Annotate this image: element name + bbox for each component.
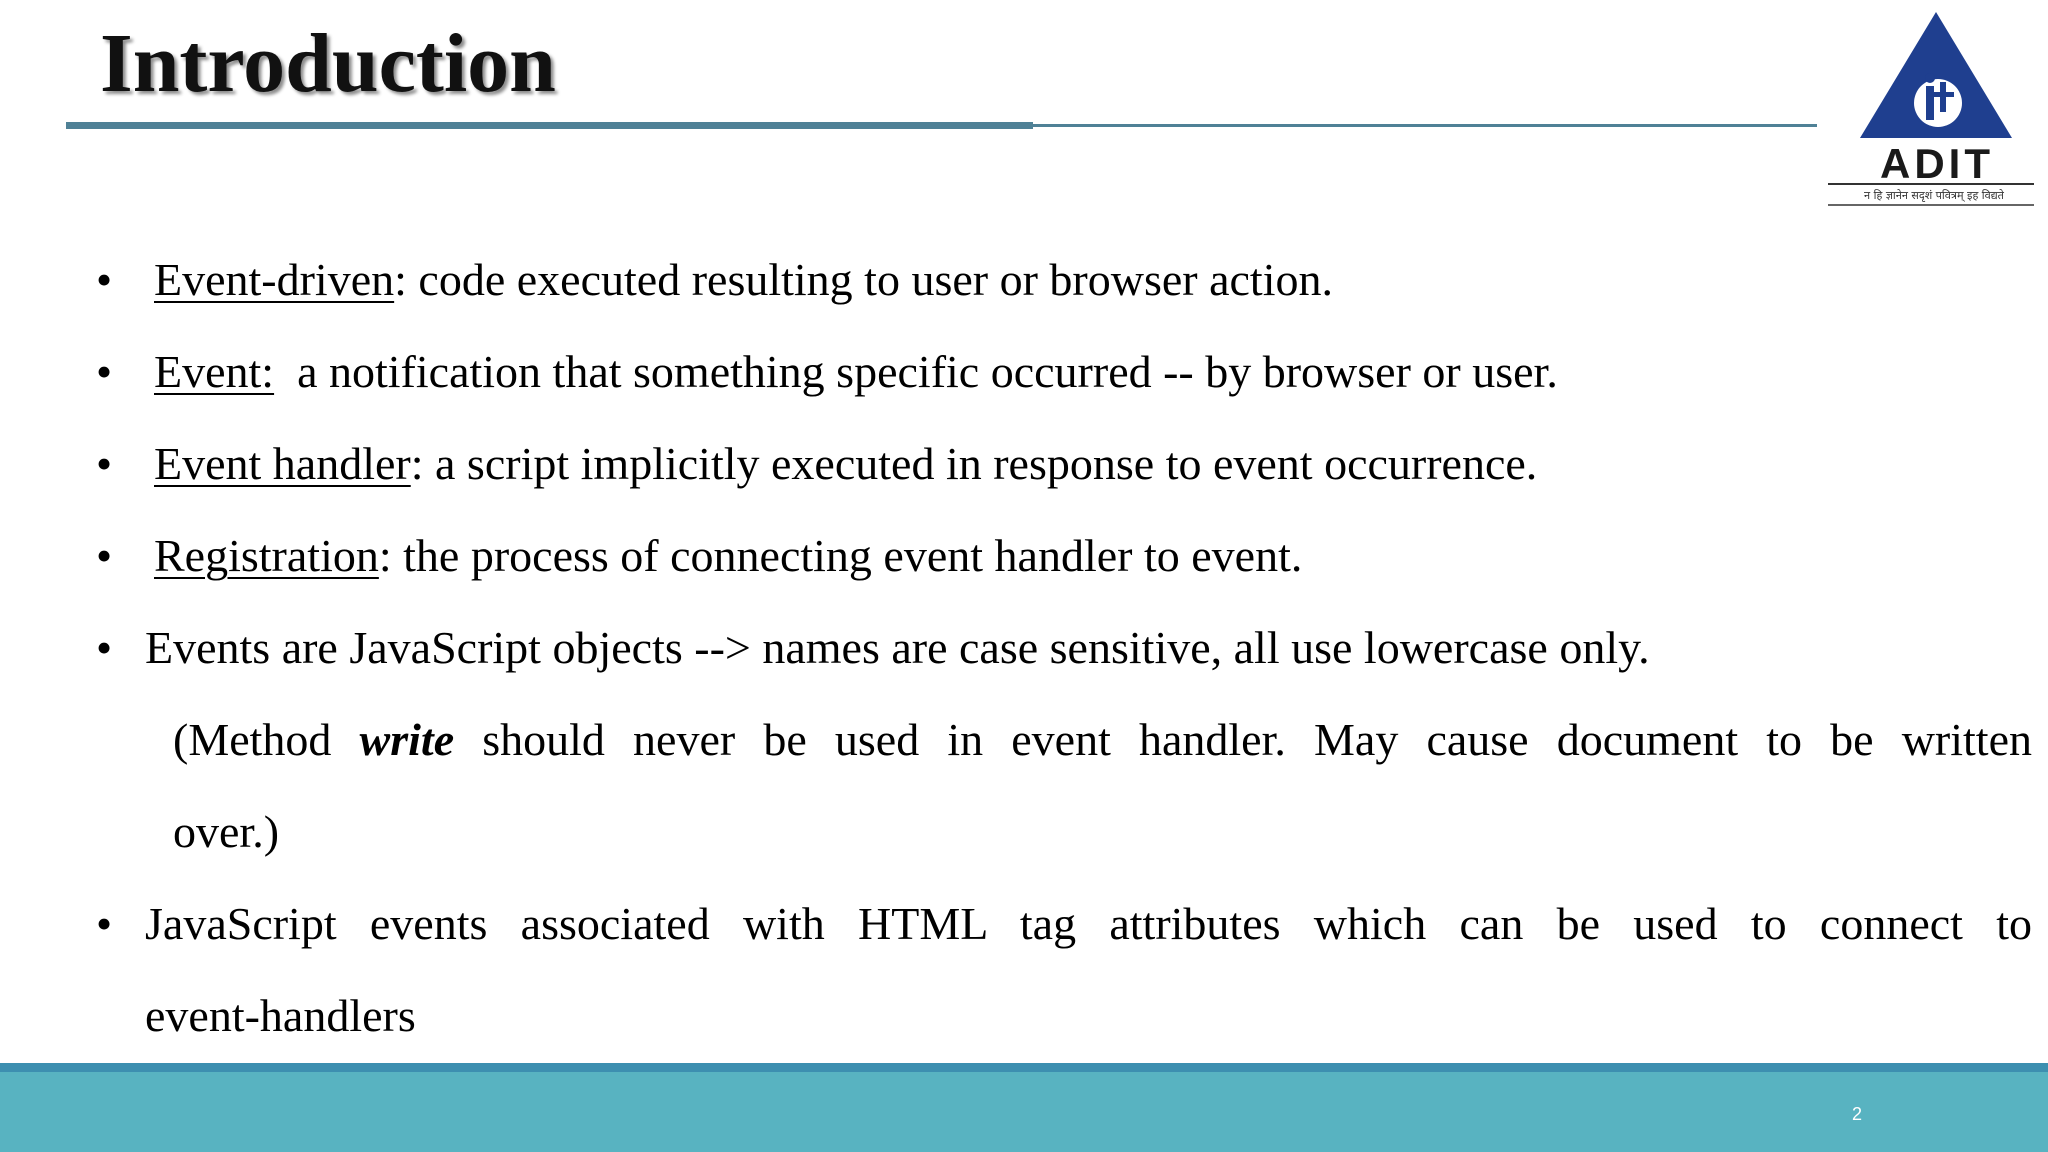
write-method-note: [90, 694, 2032, 878]
definition-event-handler: : a script implicitly executed in response to event occurrence.: [410, 438, 1538, 489]
bullet-item-html-attributes: [90, 878, 2032, 1062]
slide-title: Introduction: [100, 17, 556, 110]
logo-tagline: न हि ज्ञानेन सदृशं पवित्रम् इह विद्यते: [1864, 189, 2004, 202]
bullet-item-event-handler: [90, 418, 2032, 510]
definition-event-driven: : code executed resulting to user or browser action.: [394, 254, 1333, 305]
term-registration: Registration: [154, 530, 379, 581]
logo-text: ADIT: [1880, 140, 1994, 187]
bullet-item-events-objects: [90, 602, 2032, 694]
note-prefix: (Method: [173, 714, 360, 765]
title-underline-thick: [66, 122, 1033, 129]
adit-logo: [1826, 8, 2036, 208]
note-line1-rest: should never be used in event handler. May cause document to be written: [454, 714, 2032, 765]
definition-event: a notification that something specific occurred -- by browser or user.: [274, 346, 1558, 397]
bullet-item-event: [90, 326, 2032, 418]
note-line2: over.): [173, 806, 280, 857]
term-event: Event:: [154, 346, 275, 397]
note-emphasis-write: write: [359, 714, 455, 765]
bullet-icon: •: [96, 346, 113, 397]
definition-registration: : the process of connecting event handler to event.: [378, 530, 1303, 581]
term-event-handler: Event handler: [154, 438, 411, 489]
bullet-icon: •: [96, 898, 113, 949]
html-attributes-line2: event-handlers: [145, 990, 416, 1041]
bullet-icon: •: [96, 622, 113, 673]
title-underline-thin: [1030, 124, 1817, 127]
page-number: 2: [1852, 1104, 1863, 1124]
bullet-icon: •: [96, 438, 113, 489]
bullet-item-registration: [90, 510, 2032, 602]
bullet-icon: •: [96, 254, 113, 305]
bullet-icon: •: [96, 530, 113, 581]
slide-body: [90, 234, 2032, 1062]
events-objects-text: Events are JavaScript objects --> names are case sensitive, all use lowercase only.: [145, 622, 1650, 673]
footer-accent-line: [0, 1063, 2048, 1072]
html-attributes-line1: JavaScript events associated with HTML tag attributes which can be used to connect to: [145, 898, 2032, 949]
footer-band: [0, 1072, 2048, 1152]
term-event-driven: Event-driven: [154, 254, 395, 305]
bullet-item-event-driven: [90, 234, 2032, 326]
